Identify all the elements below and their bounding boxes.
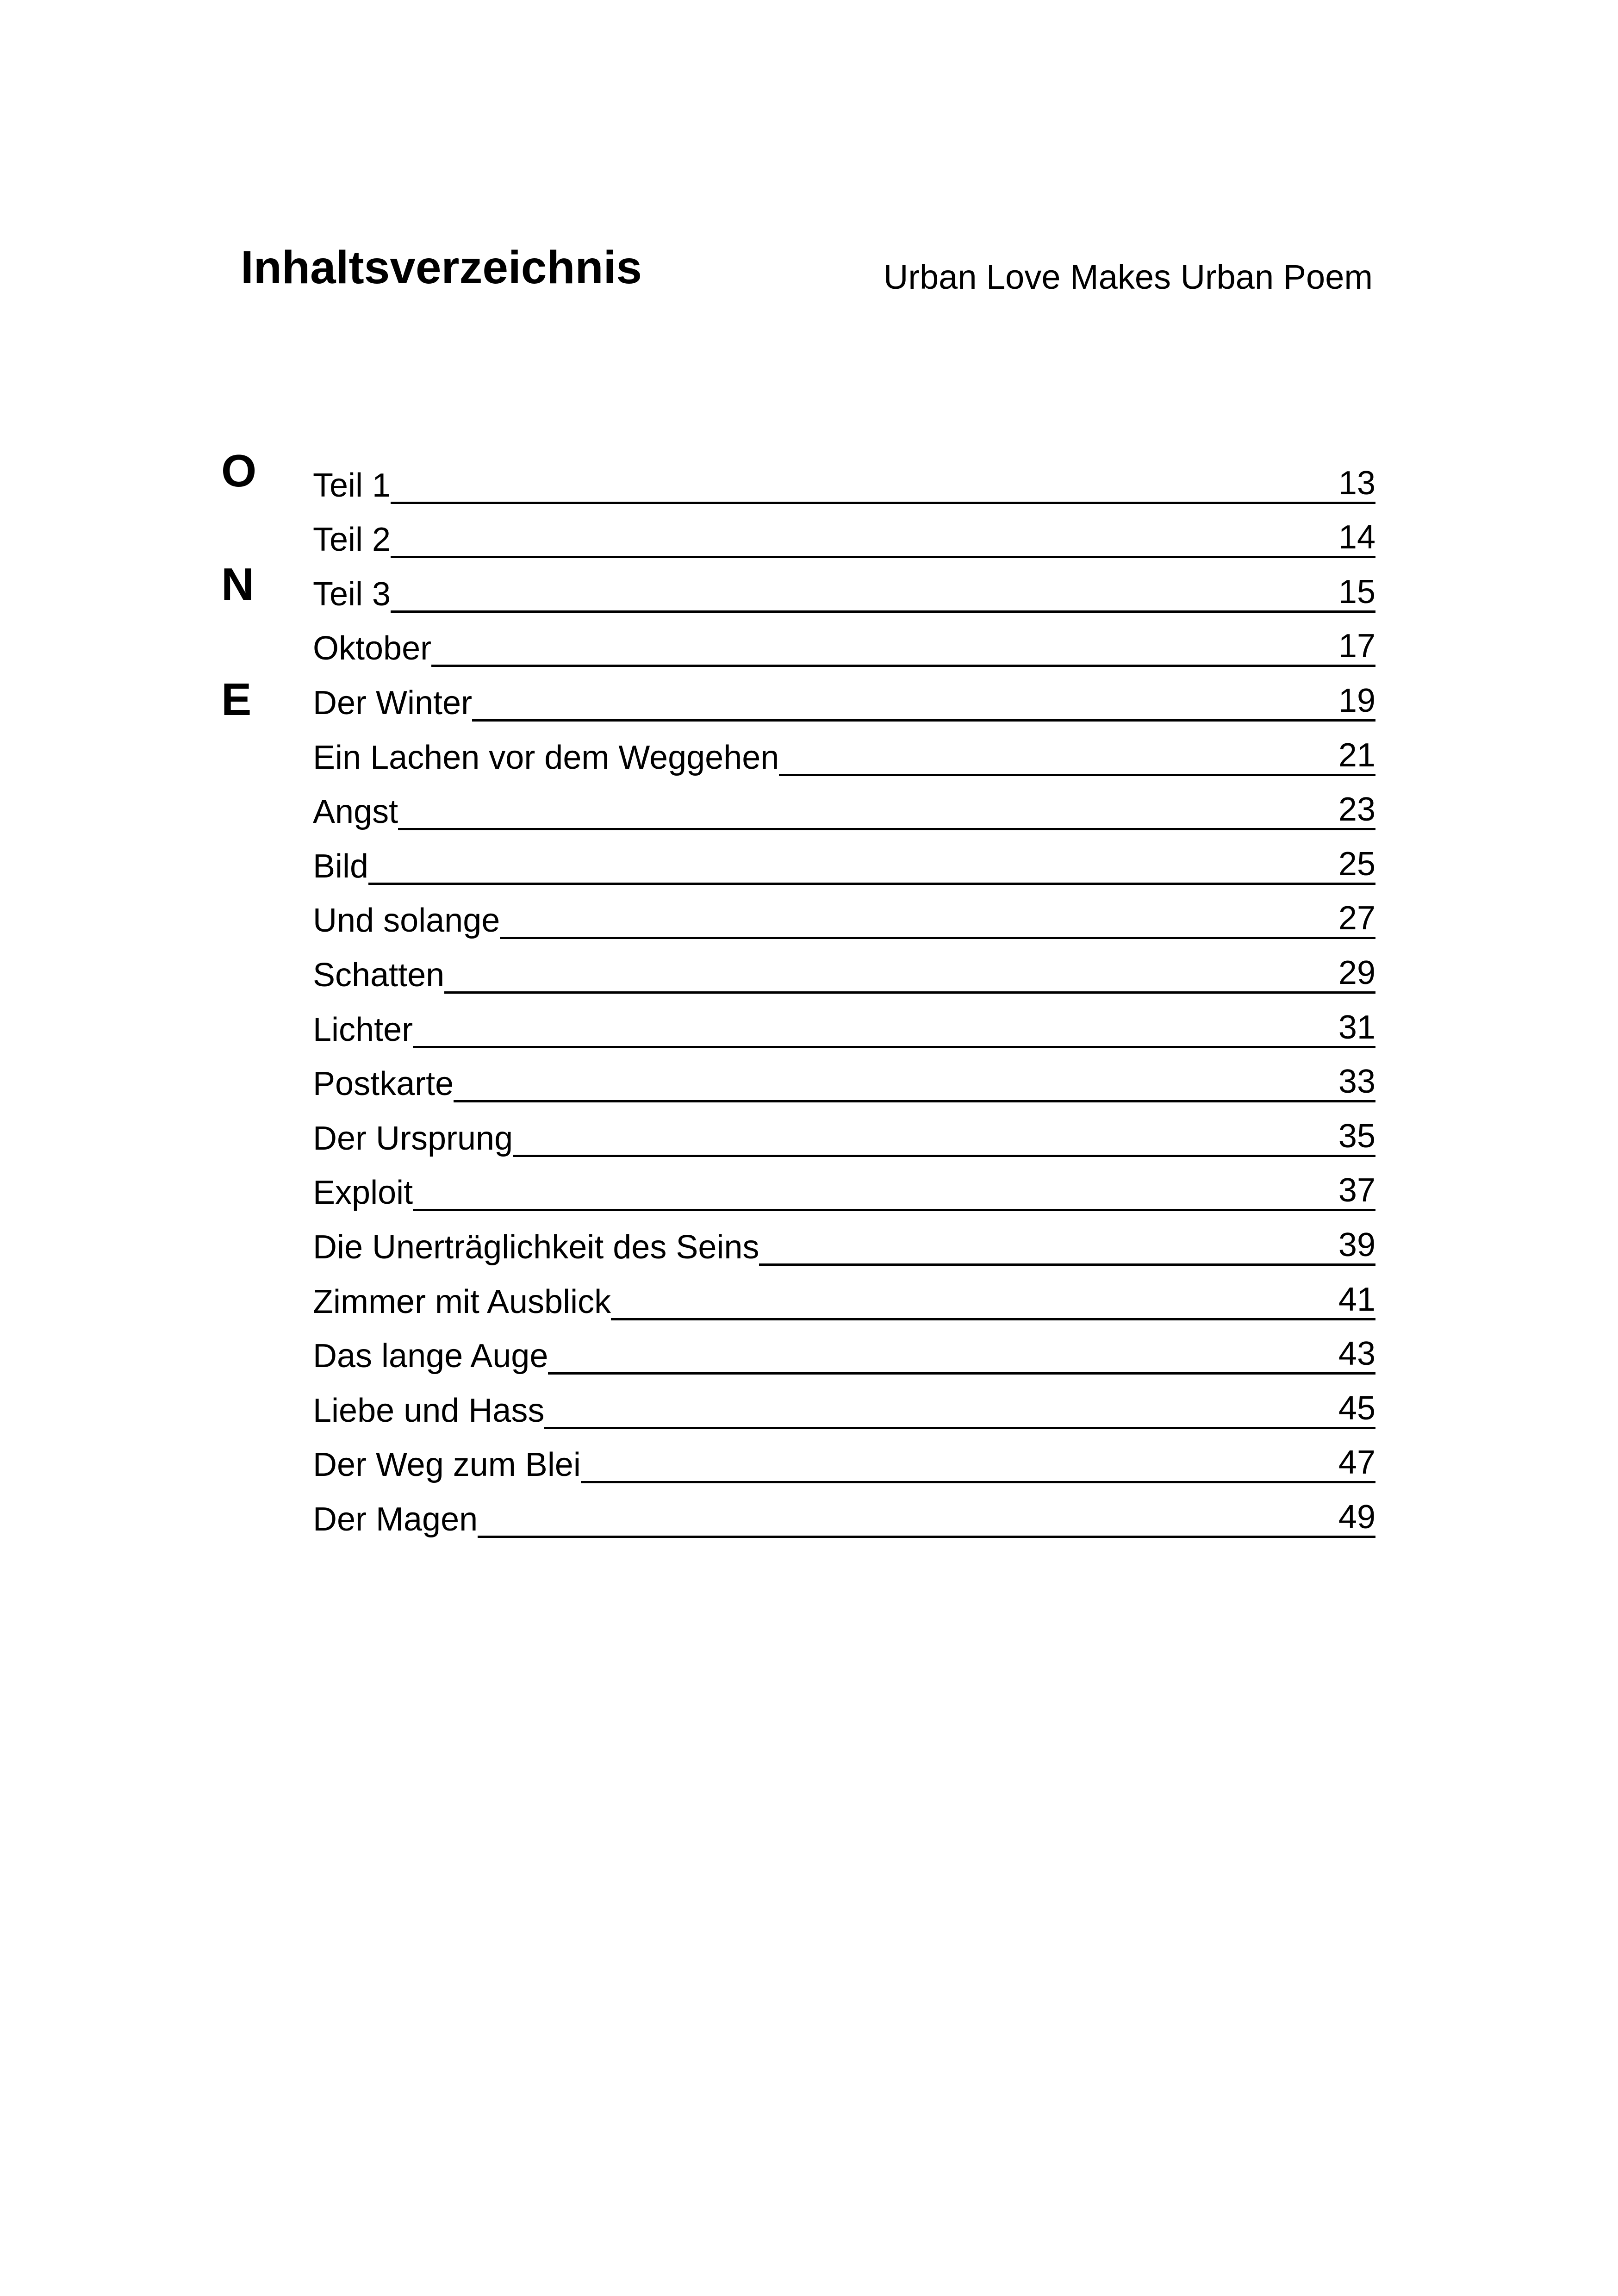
toc-entry-title: Exploit [313,1174,413,1212]
toc-leader-line [391,502,1338,504]
toc-entry [313,723,1375,778]
toc-leader-line [391,610,1338,613]
toc-page-number: 14 [1338,521,1375,558]
toc-leader-line [454,1100,1338,1102]
toc-entry-title: Der Magen [313,1500,478,1538]
toc-entry [313,1322,1375,1377]
toc-entry [313,669,1375,723]
toc-leader-line [611,1318,1338,1320]
toc-entry [313,996,1375,1050]
toc-leader-line [431,665,1338,667]
toc-leader-line [500,937,1338,939]
toc-page-number: 23 [1338,793,1375,830]
book-subtitle: Urban Love Makes Urban Poem [883,258,1373,296]
toc-entry [313,1159,1375,1213]
toc-page-number: 39 [1338,1228,1375,1266]
toc-leader-line [368,883,1338,885]
toc-entry [313,1213,1375,1268]
toc-page-number: 41 [1338,1283,1375,1320]
toc-page-number: 17 [1338,629,1375,667]
toc-entry-title: Und solange [313,902,500,940]
toc-entry-title: Postkarte [313,1065,454,1103]
toc-page-number: 15 [1338,575,1375,613]
toc-entry-title: Die Unerträglichkeit des Seins [313,1228,759,1266]
toc-entry-title: Das lange Auge [313,1338,548,1375]
toc-entry-title: Der Ursprung [313,1120,513,1157]
toc-entry [313,560,1375,615]
page-title: Inhaltsverzeichnis [241,242,642,293]
toc-leader-line [472,719,1338,722]
toc-entry [313,1376,1375,1431]
toc-entry-title: Der Winter [313,684,473,722]
toc-leader-line [398,828,1338,830]
toc-entry [313,1485,1375,1540]
toc-entry [313,1104,1375,1159]
toc-entry [313,451,1375,506]
toc-entry-title: Schatten [313,956,445,994]
toc-page-number: 45 [1338,1392,1375,1429]
toc-entry [313,615,1375,669]
toc-page-number: 33 [1338,1065,1375,1102]
toc-leader-line [779,774,1338,776]
toc-entry-title: Ein Lachen vor dem Weggehen [313,739,779,776]
toc-page-number: 21 [1338,739,1375,776]
toc-entry [313,941,1375,996]
toc-page-number: 31 [1338,1011,1375,1048]
toc-entry [313,887,1375,941]
toc-leader-line [759,1263,1338,1266]
side-letter-o: O [221,445,257,496]
toc-entry [313,778,1375,833]
side-letter-e: E [221,674,252,725]
toc-leader-line [544,1427,1338,1429]
toc-page-number: 25 [1338,847,1375,885]
toc-entry-title: Zimmer mit Ausblick [313,1283,611,1320]
toc-leader-line [513,1155,1338,1157]
side-letter-n: N [221,559,254,610]
toc-leader-line [413,1209,1338,1211]
toc-entry-title: Teil 3 [313,575,391,613]
toc-entry-title: Teil 1 [313,467,391,504]
toc-entry-title: Angst [313,793,398,831]
toc-page-number: 35 [1338,1120,1375,1157]
toc-entry-title: Oktober [313,630,432,667]
toc-entry-title: Teil 2 [313,521,391,559]
toc-page-number: 19 [1338,684,1375,722]
toc-entry-title: Der Weg zum Blei [313,1446,581,1484]
toc-page-number: 49 [1338,1500,1375,1538]
toc-entry-title: Liebe und Hass [313,1392,545,1429]
toc-leader-line [548,1372,1338,1375]
toc-entry-title: Bild [313,847,369,885]
toc-entry [313,1268,1375,1322]
toc-page-number: 37 [1338,1174,1375,1211]
toc-page-number: 43 [1338,1337,1375,1375]
toc-entry [313,832,1375,887]
toc-page-number: 29 [1338,956,1375,994]
toc-page-number: 47 [1338,1446,1375,1483]
toc-leader-line [444,991,1338,994]
toc-leader-line [413,1046,1338,1048]
toc-leader-line [478,1536,1338,1538]
toc-page-number: 13 [1338,467,1375,504]
toc-leader-line [391,556,1338,558]
toc-entry [313,506,1375,560]
toc-entry-title: Lichter [313,1011,413,1048]
toc-entry [313,1431,1375,1486]
toc-page-number: 27 [1338,902,1375,939]
toc-entry [313,1050,1375,1105]
table-of-contents [313,451,1375,1540]
toc-leader-line [581,1481,1338,1483]
